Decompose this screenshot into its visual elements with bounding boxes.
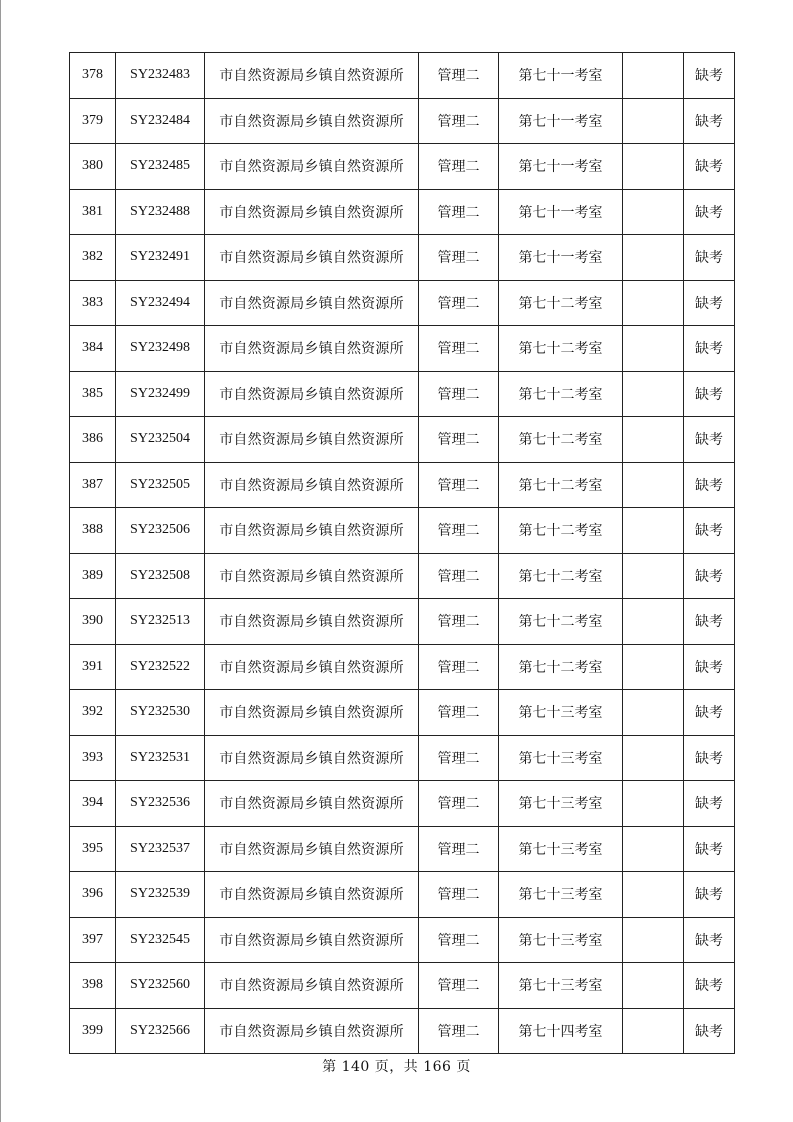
table-row bbox=[70, 417, 735, 463]
row-number-cell: 395 bbox=[70, 826, 116, 872]
position-cell: 管理二 bbox=[419, 98, 499, 144]
row-number-cell: 399 bbox=[70, 1008, 116, 1054]
row-number-cell: 390 bbox=[70, 599, 116, 645]
page-edge bbox=[0, 0, 1, 1122]
remark-cell: 缺考 bbox=[684, 690, 735, 736]
remark-cell: 缺考 bbox=[684, 644, 735, 690]
table-row bbox=[70, 280, 735, 326]
position-cell: 管理二 bbox=[419, 599, 499, 645]
organization-cell: 市自然资源局乡镇自然资源所 bbox=[205, 53, 419, 99]
table-row bbox=[70, 462, 735, 508]
row-number-cell: 388 bbox=[70, 508, 116, 554]
exam-room-cell: 第七十三考室 bbox=[499, 826, 623, 872]
exam-room-cell: 第七十二考室 bbox=[499, 280, 623, 326]
exam-id-cell: SY232508 bbox=[116, 553, 205, 599]
exam-room-cell: 第七十二考室 bbox=[499, 462, 623, 508]
remark-cell: 缺考 bbox=[684, 1008, 735, 1054]
organization-cell: 市自然资源局乡镇自然资源所 bbox=[205, 189, 419, 235]
exam-room-cell: 第七十二考室 bbox=[499, 326, 623, 372]
table-row bbox=[70, 508, 735, 554]
remark-cell: 缺考 bbox=[684, 326, 735, 372]
table-row bbox=[70, 144, 735, 190]
position-cell: 管理二 bbox=[419, 781, 499, 827]
organization-cell: 市自然资源局乡镇自然资源所 bbox=[205, 371, 419, 417]
table-row bbox=[70, 599, 735, 645]
organization-cell: 市自然资源局乡镇自然资源所 bbox=[205, 781, 419, 827]
remark-cell: 缺考 bbox=[684, 371, 735, 417]
exam-id-cell: SY232560 bbox=[116, 963, 205, 1009]
table-row bbox=[70, 644, 735, 690]
organization-cell: 市自然资源局乡镇自然资源所 bbox=[205, 917, 419, 963]
score-cell bbox=[623, 98, 684, 144]
exam-room-cell: 第七十三考室 bbox=[499, 963, 623, 1009]
row-number-cell: 385 bbox=[70, 371, 116, 417]
table-row bbox=[70, 917, 735, 963]
row-number-cell: 379 bbox=[70, 98, 116, 144]
exam-id-cell: SY232485 bbox=[116, 144, 205, 190]
row-number-cell: 381 bbox=[70, 189, 116, 235]
row-number-cell: 398 bbox=[70, 963, 116, 1009]
row-number-cell: 392 bbox=[70, 690, 116, 736]
results-table bbox=[69, 52, 735, 1054]
row-number-cell: 384 bbox=[70, 326, 116, 372]
organization-cell: 市自然资源局乡镇自然资源所 bbox=[205, 326, 419, 372]
score-cell bbox=[623, 599, 684, 645]
score-cell bbox=[623, 917, 684, 963]
organization-cell: 市自然资源局乡镇自然资源所 bbox=[205, 963, 419, 1009]
score-cell bbox=[623, 690, 684, 736]
score-cell bbox=[623, 735, 684, 781]
row-number-cell: 380 bbox=[70, 144, 116, 190]
exam-room-cell: 第七十四考室 bbox=[499, 1008, 623, 1054]
table-row bbox=[70, 189, 735, 235]
position-cell: 管理二 bbox=[419, 189, 499, 235]
exam-id-cell: SY232566 bbox=[116, 1008, 205, 1054]
organization-cell: 市自然资源局乡镇自然资源所 bbox=[205, 872, 419, 918]
score-cell bbox=[623, 644, 684, 690]
exam-room-cell: 第七十三考室 bbox=[499, 690, 623, 736]
exam-id-cell: SY232530 bbox=[116, 690, 205, 736]
position-cell: 管理二 bbox=[419, 462, 499, 508]
exam-room-cell: 第七十一考室 bbox=[499, 53, 623, 99]
position-cell: 管理二 bbox=[419, 1008, 499, 1054]
exam-id-cell: SY232505 bbox=[116, 462, 205, 508]
exam-id-cell: SY232537 bbox=[116, 826, 205, 872]
organization-cell: 市自然资源局乡镇自然资源所 bbox=[205, 826, 419, 872]
row-number-cell: 386 bbox=[70, 417, 116, 463]
table-row bbox=[70, 872, 735, 918]
exam-id-cell: SY232488 bbox=[116, 189, 205, 235]
table-row bbox=[70, 963, 735, 1009]
exam-room-cell: 第七十二考室 bbox=[499, 371, 623, 417]
exam-id-cell: SY232545 bbox=[116, 917, 205, 963]
score-cell bbox=[623, 1008, 684, 1054]
row-number-cell: 387 bbox=[70, 462, 116, 508]
exam-room-cell: 第七十二考室 bbox=[499, 508, 623, 554]
position-cell: 管理二 bbox=[419, 144, 499, 190]
score-cell bbox=[623, 189, 684, 235]
remark-cell: 缺考 bbox=[684, 963, 735, 1009]
remark-cell: 缺考 bbox=[684, 917, 735, 963]
organization-cell: 市自然资源局乡镇自然资源所 bbox=[205, 1008, 419, 1054]
score-cell bbox=[623, 508, 684, 554]
organization-cell: 市自然资源局乡镇自然资源所 bbox=[205, 417, 419, 463]
exam-room-cell: 第七十二考室 bbox=[499, 553, 623, 599]
remark-cell: 缺考 bbox=[684, 189, 735, 235]
exam-room-cell: 第七十一考室 bbox=[499, 98, 623, 144]
organization-cell: 市自然资源局乡镇自然资源所 bbox=[205, 280, 419, 326]
organization-cell: 市自然资源局乡镇自然资源所 bbox=[205, 735, 419, 781]
table-row bbox=[70, 1008, 735, 1054]
remark-cell: 缺考 bbox=[684, 735, 735, 781]
score-cell bbox=[623, 280, 684, 326]
score-cell bbox=[623, 826, 684, 872]
exam-room-cell: 第七十三考室 bbox=[499, 872, 623, 918]
score-cell bbox=[623, 553, 684, 599]
remark-cell: 缺考 bbox=[684, 417, 735, 463]
table-body bbox=[70, 53, 735, 1054]
organization-cell: 市自然资源局乡镇自然资源所 bbox=[205, 690, 419, 736]
score-cell bbox=[623, 781, 684, 827]
organization-cell: 市自然资源局乡镇自然资源所 bbox=[205, 599, 419, 645]
organization-cell: 市自然资源局乡镇自然资源所 bbox=[205, 553, 419, 599]
remark-cell: 缺考 bbox=[684, 462, 735, 508]
table-row bbox=[70, 371, 735, 417]
score-cell bbox=[623, 417, 684, 463]
table-row bbox=[70, 553, 735, 599]
position-cell: 管理二 bbox=[419, 963, 499, 1009]
row-number-cell: 397 bbox=[70, 917, 116, 963]
table-row bbox=[70, 826, 735, 872]
organization-cell: 市自然资源局乡镇自然资源所 bbox=[205, 235, 419, 281]
exam-room-cell: 第七十一考室 bbox=[499, 235, 623, 281]
remark-cell: 缺考 bbox=[684, 235, 735, 281]
position-cell: 管理二 bbox=[419, 280, 499, 326]
exam-room-cell: 第七十三考室 bbox=[499, 735, 623, 781]
table-row bbox=[70, 53, 735, 99]
remark-cell: 缺考 bbox=[684, 599, 735, 645]
exam-room-cell: 第七十一考室 bbox=[499, 189, 623, 235]
row-number-cell: 383 bbox=[70, 280, 116, 326]
position-cell: 管理二 bbox=[419, 371, 499, 417]
exam-id-cell: SY232536 bbox=[116, 781, 205, 827]
score-cell bbox=[623, 462, 684, 508]
remark-cell: 缺考 bbox=[684, 280, 735, 326]
row-number-cell: 391 bbox=[70, 644, 116, 690]
exam-id-cell: SY232539 bbox=[116, 872, 205, 918]
score-cell bbox=[623, 872, 684, 918]
position-cell: 管理二 bbox=[419, 326, 499, 372]
row-number-cell: 389 bbox=[70, 553, 116, 599]
remark-cell: 缺考 bbox=[684, 781, 735, 827]
position-cell: 管理二 bbox=[419, 553, 499, 599]
exam-id-cell: SY232522 bbox=[116, 644, 205, 690]
score-cell bbox=[623, 326, 684, 372]
score-cell bbox=[623, 371, 684, 417]
exam-id-cell: SY232491 bbox=[116, 235, 205, 281]
remark-cell: 缺考 bbox=[684, 98, 735, 144]
position-cell: 管理二 bbox=[419, 53, 499, 99]
score-cell bbox=[623, 144, 684, 190]
table-row bbox=[70, 781, 735, 827]
exam-room-cell: 第七十二考室 bbox=[499, 599, 623, 645]
exam-room-cell: 第七十一考室 bbox=[499, 144, 623, 190]
table-row bbox=[70, 326, 735, 372]
score-cell bbox=[623, 963, 684, 1009]
table-row bbox=[70, 735, 735, 781]
row-number-cell: 396 bbox=[70, 872, 116, 918]
row-number-cell: 378 bbox=[70, 53, 116, 99]
exam-id-cell: SY232504 bbox=[116, 417, 205, 463]
exam-id-cell: SY232499 bbox=[116, 371, 205, 417]
exam-id-cell: SY232506 bbox=[116, 508, 205, 554]
row-number-cell: 382 bbox=[70, 235, 116, 281]
remark-cell: 缺考 bbox=[684, 826, 735, 872]
exam-id-cell: SY232484 bbox=[116, 98, 205, 144]
position-cell: 管理二 bbox=[419, 872, 499, 918]
remark-cell: 缺考 bbox=[684, 144, 735, 190]
organization-cell: 市自然资源局乡镇自然资源所 bbox=[205, 144, 419, 190]
exam-id-cell: SY232513 bbox=[116, 599, 205, 645]
position-cell: 管理二 bbox=[419, 917, 499, 963]
exam-id-cell: SY232498 bbox=[116, 326, 205, 372]
exam-room-cell: 第七十二考室 bbox=[499, 644, 623, 690]
table-row bbox=[70, 235, 735, 281]
exam-room-cell: 第七十三考室 bbox=[499, 781, 623, 827]
organization-cell: 市自然资源局乡镇自然资源所 bbox=[205, 98, 419, 144]
table-row bbox=[70, 98, 735, 144]
row-number-cell: 394 bbox=[70, 781, 116, 827]
organization-cell: 市自然资源局乡镇自然资源所 bbox=[205, 462, 419, 508]
position-cell: 管理二 bbox=[419, 508, 499, 554]
position-cell: 管理二 bbox=[419, 735, 499, 781]
score-cell bbox=[623, 235, 684, 281]
exam-room-cell: 第七十二考室 bbox=[499, 417, 623, 463]
position-cell: 管理二 bbox=[419, 417, 499, 463]
remark-cell: 缺考 bbox=[684, 53, 735, 99]
remark-cell: 缺考 bbox=[684, 553, 735, 599]
exam-id-cell: SY232494 bbox=[116, 280, 205, 326]
position-cell: 管理二 bbox=[419, 235, 499, 281]
position-cell: 管理二 bbox=[419, 826, 499, 872]
position-cell: 管理二 bbox=[419, 644, 499, 690]
score-cell bbox=[623, 53, 684, 99]
table-row bbox=[70, 690, 735, 736]
remark-cell: 缺考 bbox=[684, 872, 735, 918]
organization-cell: 市自然资源局乡镇自然资源所 bbox=[205, 644, 419, 690]
exam-id-cell: SY232531 bbox=[116, 735, 205, 781]
position-cell: 管理二 bbox=[419, 690, 499, 736]
exam-id-cell: SY232483 bbox=[116, 53, 205, 99]
remark-cell: 缺考 bbox=[684, 508, 735, 554]
page-footer: 第 140 页，共 166 页 bbox=[322, 1059, 471, 1075]
organization-cell: 市自然资源局乡镇自然资源所 bbox=[205, 508, 419, 554]
row-number-cell: 393 bbox=[70, 735, 116, 781]
exam-room-cell: 第七十三考室 bbox=[499, 917, 623, 963]
